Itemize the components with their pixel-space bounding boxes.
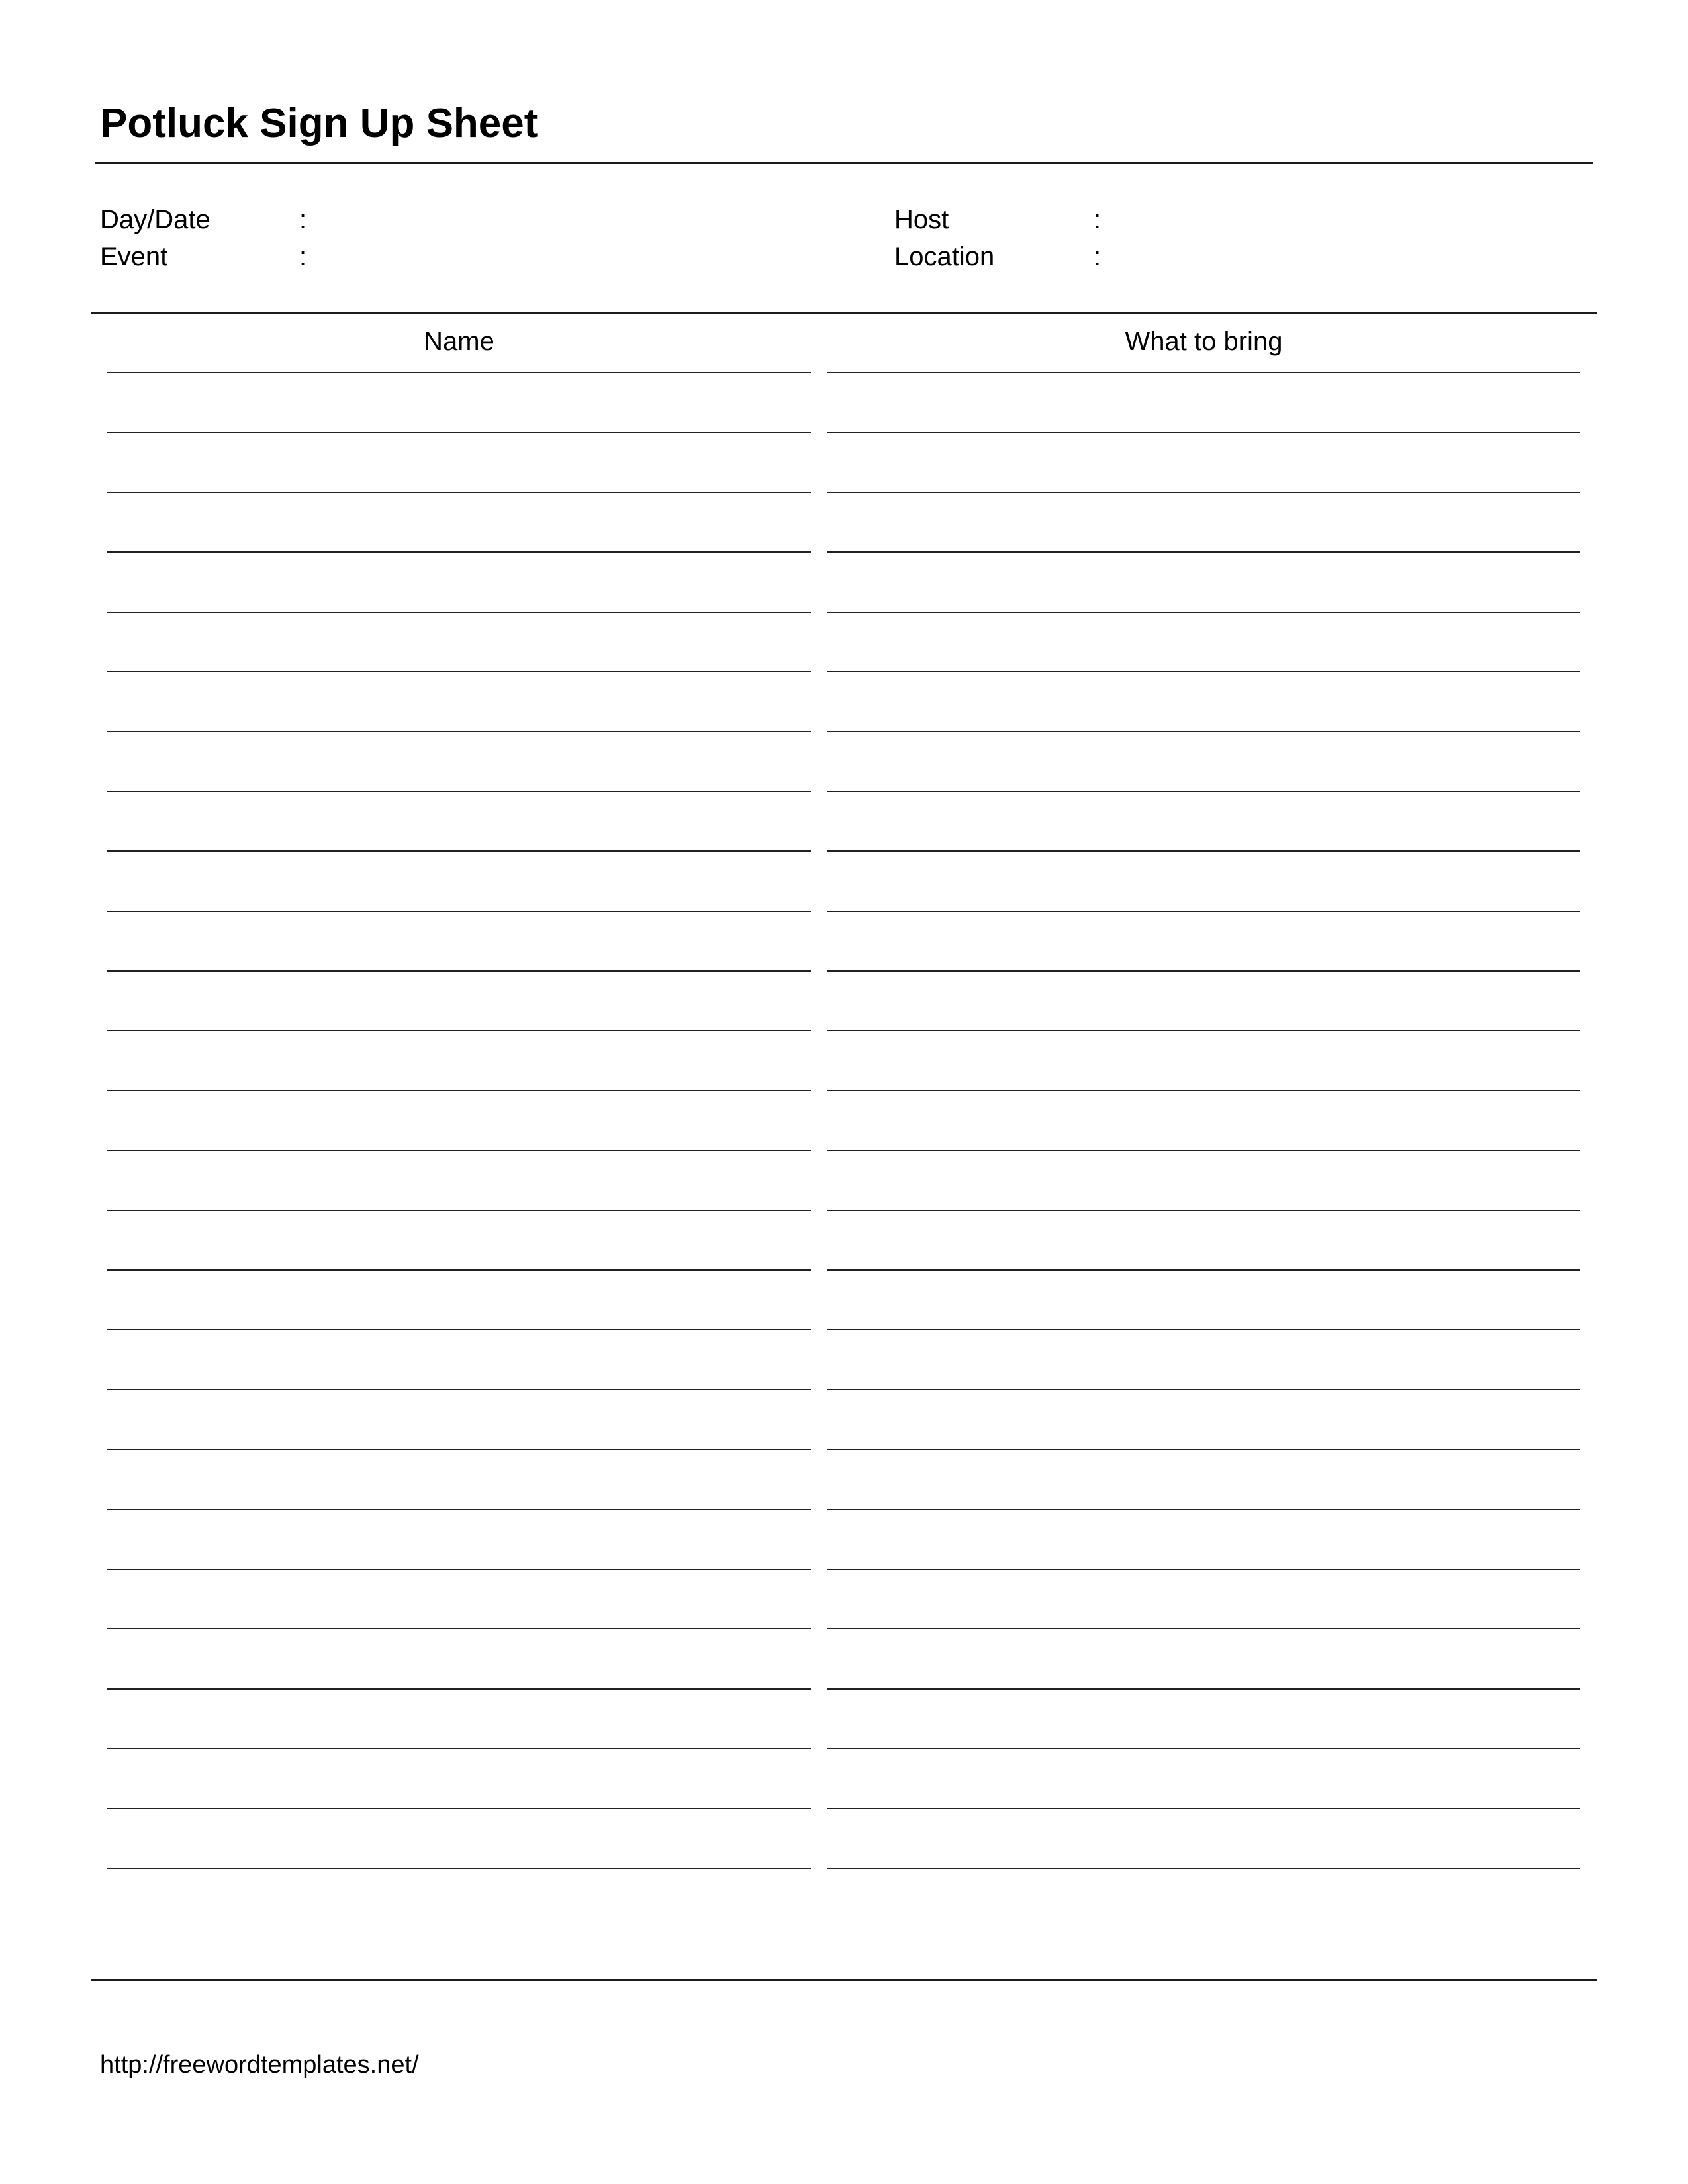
location-colon: : xyxy=(1094,242,1102,271)
name-write-line[interactable] xyxy=(107,850,811,852)
column-header-what-to-bring: What to bring xyxy=(1125,327,1283,356)
name-write-line[interactable] xyxy=(107,1449,811,1450)
what-to-bring-write-line[interactable] xyxy=(827,1748,1580,1749)
name-write-line[interactable] xyxy=(107,970,811,972)
table-bottom-divider xyxy=(91,1979,1597,1981)
name-write-line[interactable] xyxy=(107,791,811,792)
host-colon: : xyxy=(1094,205,1102,234)
day-date-label: Day/Date xyxy=(100,205,211,234)
name-write-line[interactable] xyxy=(107,1329,811,1330)
name-write-line[interactable] xyxy=(107,1569,811,1570)
name-write-line[interactable] xyxy=(107,1509,811,1510)
name-write-line[interactable] xyxy=(107,1628,811,1629)
day-date-colon: : xyxy=(299,205,307,234)
name-write-line[interactable] xyxy=(107,1090,811,1091)
event-colon: : xyxy=(299,242,307,271)
what-to-bring-write-line[interactable] xyxy=(827,1090,1580,1091)
name-write-line[interactable] xyxy=(107,1030,811,1031)
what-to-bring-write-line[interactable] xyxy=(827,612,1580,613)
what-to-bring-write-line[interactable] xyxy=(827,1569,1580,1570)
event-label: Event xyxy=(100,242,168,271)
name-write-line[interactable] xyxy=(107,1688,811,1690)
name-write-line[interactable] xyxy=(107,1150,811,1151)
what-to-bring-write-line[interactable] xyxy=(827,1389,1580,1390)
what-to-bring-write-line[interactable] xyxy=(827,1150,1580,1151)
what-to-bring-write-line[interactable] xyxy=(827,1269,1580,1271)
name-write-line[interactable] xyxy=(107,671,811,672)
name-write-line[interactable] xyxy=(107,1868,811,1869)
what-to-bring-write-line[interactable] xyxy=(827,1628,1580,1629)
column-header-name: Name xyxy=(424,327,494,356)
what-to-bring-write-line[interactable] xyxy=(827,850,1580,852)
what-to-bring-write-line[interactable] xyxy=(827,1329,1580,1330)
name-write-line[interactable] xyxy=(107,1748,811,1749)
what-to-bring-write-line[interactable] xyxy=(827,671,1580,672)
name-write-line[interactable] xyxy=(107,731,811,732)
name-write-line[interactable] xyxy=(107,492,811,493)
name-write-line[interactable] xyxy=(107,432,811,433)
what-to-bring-write-line[interactable] xyxy=(827,551,1580,553)
what-to-bring-write-line[interactable] xyxy=(827,1030,1580,1031)
what-to-bring-write-line[interactable] xyxy=(827,1868,1580,1869)
name-write-line[interactable] xyxy=(107,911,811,912)
what-to-bring-write-line[interactable] xyxy=(827,372,1580,373)
location-label: Location xyxy=(894,242,995,271)
name-write-line[interactable] xyxy=(107,372,811,373)
what-to-bring-write-line[interactable] xyxy=(827,492,1580,493)
what-to-bring-write-line[interactable] xyxy=(827,791,1580,792)
name-write-line[interactable] xyxy=(107,1269,811,1271)
what-to-bring-write-line[interactable] xyxy=(827,911,1580,912)
what-to-bring-write-line[interactable] xyxy=(827,1210,1580,1211)
name-write-line[interactable] xyxy=(107,551,811,553)
page-title: Potluck Sign Up Sheet xyxy=(100,101,538,146)
what-to-bring-write-line[interactable] xyxy=(827,970,1580,972)
name-write-line[interactable] xyxy=(107,1210,811,1211)
what-to-bring-write-line[interactable] xyxy=(827,731,1580,732)
name-write-line[interactable] xyxy=(107,1808,811,1809)
name-write-line[interactable] xyxy=(107,612,811,613)
name-write-line[interactable] xyxy=(107,1389,811,1390)
footer-url: http://freewordtemplates.net/ xyxy=(100,2051,419,2079)
what-to-bring-write-line[interactable] xyxy=(827,1688,1580,1690)
what-to-bring-write-line[interactable] xyxy=(827,1449,1580,1450)
what-to-bring-write-line[interactable] xyxy=(827,1808,1580,1809)
title-divider xyxy=(95,162,1593,164)
what-to-bring-write-line[interactable] xyxy=(827,1509,1580,1510)
what-to-bring-write-line[interactable] xyxy=(827,432,1580,433)
host-label: Host xyxy=(894,205,949,234)
table-top-divider xyxy=(91,312,1597,314)
